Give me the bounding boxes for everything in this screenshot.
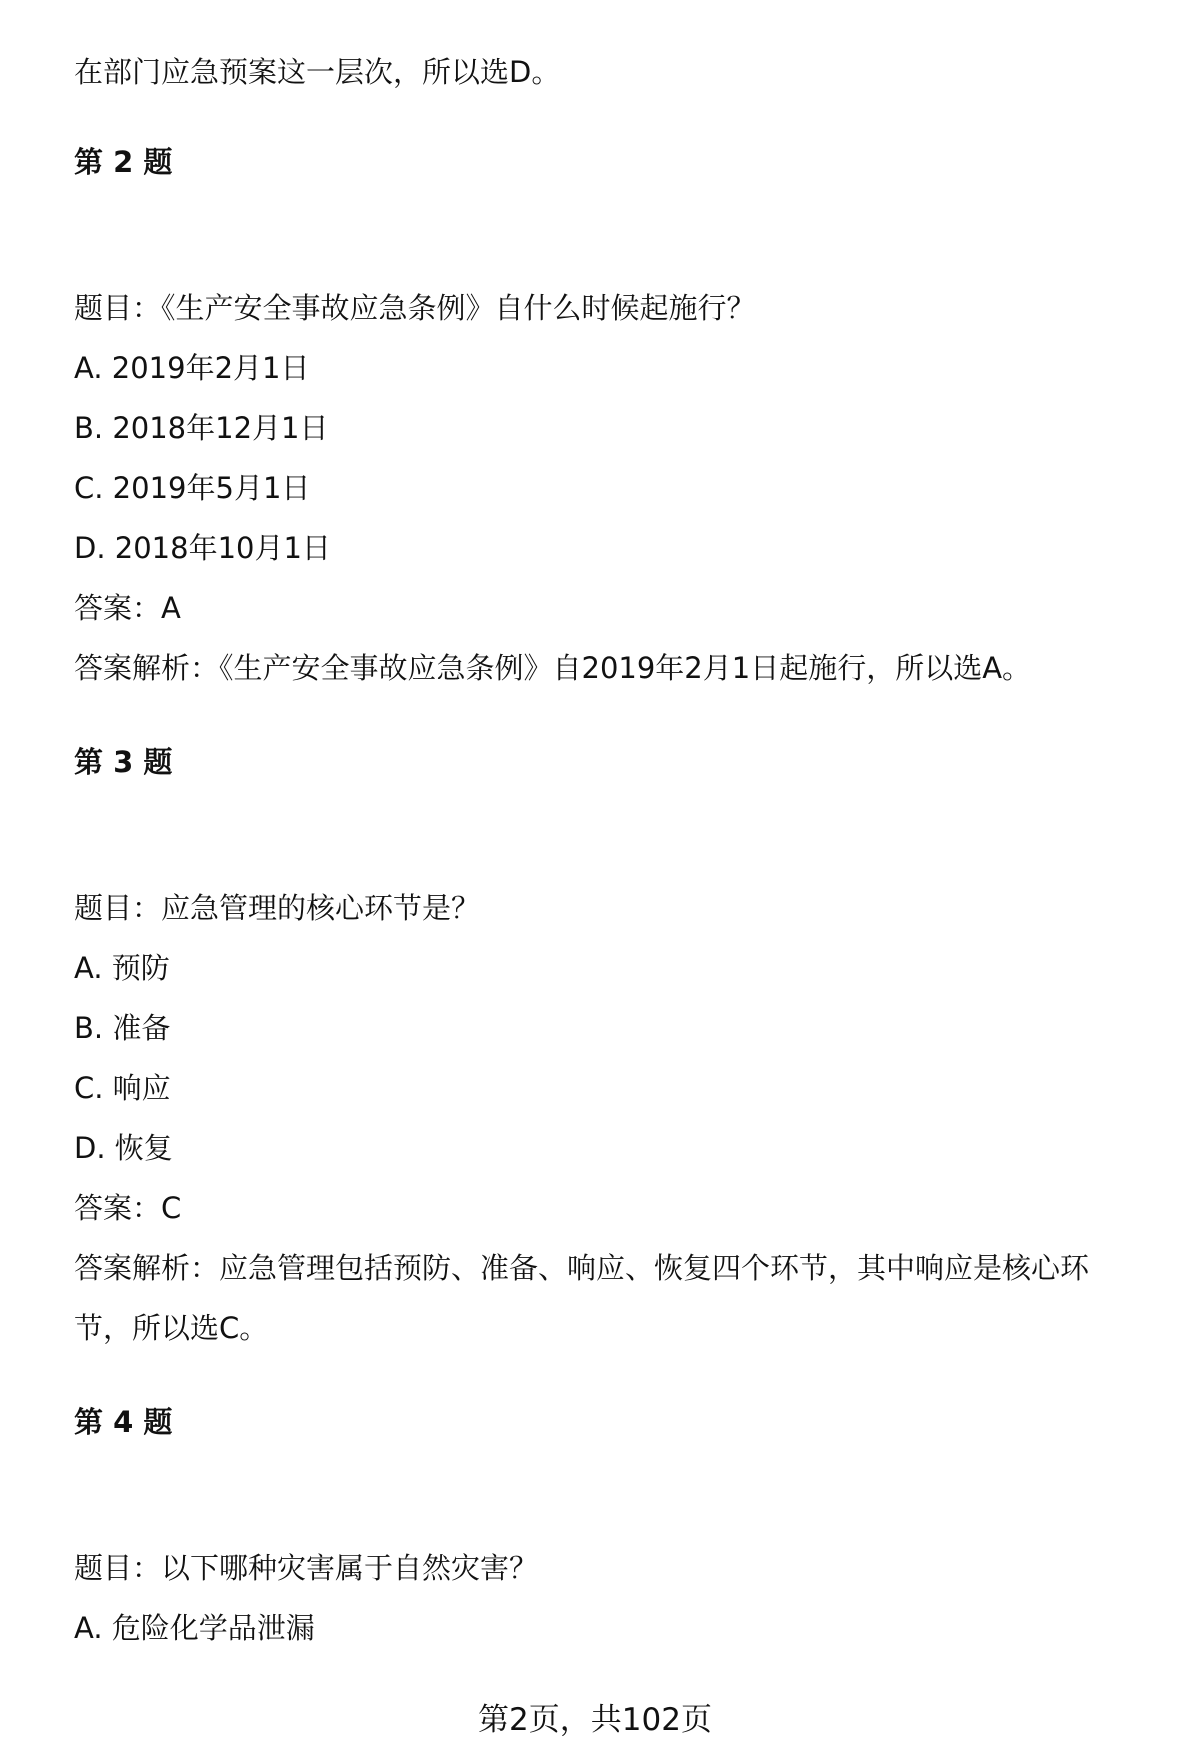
question-text: 题目：应急管理的核心环节是？	[74, 891, 481, 925]
prev-explanation-tail: 在部门应急预案这一层次，所以选D。	[74, 55, 561, 89]
answer: 答案：C	[74, 1191, 182, 1225]
answer-explanation: 答案解析：应急管理包括预防、准备、响应、恢复四个环节，其中响应是核心环	[74, 1251, 1090, 1285]
option-a: A. 2019年2月1日	[74, 351, 310, 385]
question-text: 题目：以下哪种灾害属于自然灾害？	[74, 1551, 539, 1585]
question-heading: 第 2 题	[74, 145, 173, 179]
question-heading: 第 3 题	[74, 745, 173, 779]
page-indicator: 第2页，共102页	[478, 1702, 712, 1738]
option-d: D. 2018年10月1日	[74, 531, 331, 565]
question-text: 题目：《生产安全事故应急条例》自什么时候起施行？	[74, 291, 756, 325]
answer-explanation-continued: 节，所以选C。	[74, 1311, 269, 1345]
option-a: A. 预防	[74, 951, 170, 985]
option-b: B. 2018年12月1日	[74, 411, 329, 445]
option-c: C. 2019年5月1日	[74, 471, 311, 505]
option-d: D. 恢复	[74, 1131, 173, 1165]
option-b: B. 准备	[74, 1011, 171, 1045]
question-heading: 第 4 题	[74, 1405, 173, 1439]
option-a: A. 危险化学品泄漏	[74, 1611, 315, 1645]
answer: 答案：A	[74, 591, 181, 625]
option-c: C. 响应	[74, 1071, 171, 1105]
answer-explanation: 答案解析：《生产安全事故应急条例》自2019年2月1日起施行，所以选A。	[74, 651, 1032, 685]
